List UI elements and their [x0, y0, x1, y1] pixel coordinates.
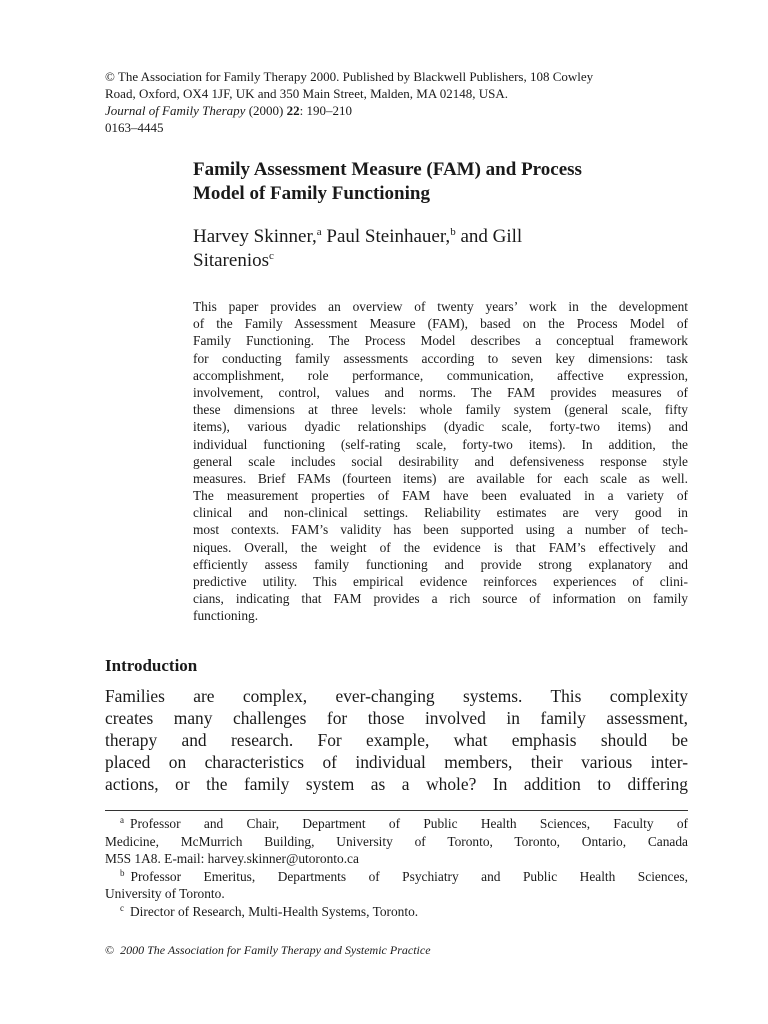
- footnote-mark: b: [120, 867, 125, 878]
- body-line: creates many challenges for those involved in family assessment,: [105, 708, 688, 728]
- abstract-line: of the Family Assessment Measure (FAM), based on the Process Model of: [193, 316, 688, 332]
- abstract-line: Family Functioning. The Process Model describes a conceptual framework: [193, 333, 688, 349]
- journal-citation: [105, 102, 690, 119]
- abstract-line: functioning.: [193, 608, 259, 624]
- footnote-text: Professor and Chair, Department of Public Health Sciences, Faculty of: [130, 816, 688, 831]
- footnote-text: Professor Emeritus, Departments of Psychiatry and Public Health Sciences,: [130, 868, 688, 884]
- footnote-b: [105, 868, 688, 886]
- introduction-body: [105, 685, 688, 795]
- footnote-mark: a: [120, 815, 124, 825]
- footnote-a-line: M5S 1A8. E-mail: harvey.skinner@utoronto.ca: [105, 851, 359, 866]
- abstract-line: measures. Brief FAMs (fourteen items) are available for each scale as well.: [193, 470, 688, 486]
- abstract-line: individual functioning (self-rating scale, forty-two items). In addition, the: [193, 436, 688, 452]
- author-affiliation-mark: b: [450, 226, 456, 238]
- body-line: therapy and research. For example, what emphasis should be: [105, 730, 688, 750]
- abstract-line: general scale includes social desirability and defensiveness response style: [193, 453, 688, 469]
- body-line: placed on characteristics of individual members, their various inter-: [105, 752, 688, 772]
- copyright-line: © The Association for Family Therapy 2000. Published by Blackwell Publishers, 108 Cowley: [105, 69, 594, 84]
- abstract-line: items), various dyadic relationships (dyadic scale, forty-two items) and: [193, 419, 688, 435]
- abstract: [193, 298, 688, 625]
- author-list: [193, 225, 693, 273]
- author-conjunction: and Gill: [455, 226, 523, 247]
- footnote-divider: [105, 810, 688, 811]
- abstract-line: cians, indicating that FAM provides a rich source of information on family: [193, 591, 688, 607]
- page-footer: [105, 942, 688, 958]
- abstract-line: accomplishment, role performance, communication, affective expression,: [193, 367, 688, 383]
- journal-name: Journal of Family Therapy: [105, 103, 246, 118]
- abstract-line: predictive utility. This empirical evidence reinforces experiences of clini-: [193, 574, 688, 589]
- title-line-2: Model of Family Functioning: [193, 183, 430, 204]
- journal-volume: 22: [286, 103, 300, 118]
- author-affiliation-mark: c: [269, 250, 274, 262]
- journal-year: (2000): [248, 103, 284, 118]
- abstract-line: The measurement properties of FAM have been evaluated in a variety of: [193, 488, 688, 504]
- abstract-line: for conducting family assessments according to seven key dimensions: task: [193, 350, 688, 366]
- section-heading-introduction: Introduction: [105, 656, 198, 675]
- issn: 0163–4445: [105, 120, 164, 135]
- footnote-mark: c: [120, 902, 124, 913]
- journal-pages: : 190–210: [299, 103, 353, 118]
- abstract-line: involvement, control, values and norms. The FAM provides measures of: [193, 384, 688, 400]
- abstract-line: most contexts. FAM’s validity has been supported using a number of tech-: [193, 522, 688, 538]
- body-line: actions, or the family system as a whole? In addition to differing: [105, 774, 688, 794]
- copyright-symbol: ©: [105, 943, 115, 957]
- footnote-c: [105, 903, 688, 921]
- publisher-address: Road, Oxford, OX4 1JF, UK and 350 Main Street, Malden, MA 02148, USA.: [105, 86, 509, 101]
- abstract-line: efficiently assess family functioning and provide strong explanatory and: [193, 556, 688, 572]
- body-line: Families are complex, ever-changing systems. This complexity: [105, 686, 688, 706]
- author-name: Paul Steinhauer,: [321, 226, 451, 247]
- footnote-b-line: University of Toronto.: [105, 886, 225, 901]
- abstract-line: clinical and non-clinical settings. Reliability estimates are very good in: [193, 505, 688, 521]
- abstract-line: niques. Overall, the weight of the evidence is that FAM’s effectively and: [193, 539, 688, 555]
- abstract-line: This paper provides an overview of twenty years’ work in the development: [193, 299, 688, 314]
- footnote-text: Director of Research, Multi-Health Systems, Toronto.: [130, 903, 419, 919]
- publication-header: [105, 68, 690, 136]
- footnote-a-line: Medicine, McMurrich Building, University of Toronto, Toronto, Ontario, Canada: [105, 833, 688, 849]
- footnotes: [105, 815, 688, 920]
- footnote-a: [105, 815, 688, 833]
- author-affiliation-mark: a: [316, 226, 322, 238]
- author-name: Harvey Skinner,: [193, 226, 317, 247]
- abstract-line: these dimensions at three levels: whole family system (general scale, fifty: [193, 402, 688, 418]
- article-title: [193, 158, 693, 206]
- author-name: Sitarenios: [193, 250, 269, 271]
- footer-text: 2000 The Association for Family Therapy and Systemic Practice: [120, 943, 431, 957]
- title-line-1: Family Assessment Measure (FAM) and Process: [193, 159, 582, 180]
